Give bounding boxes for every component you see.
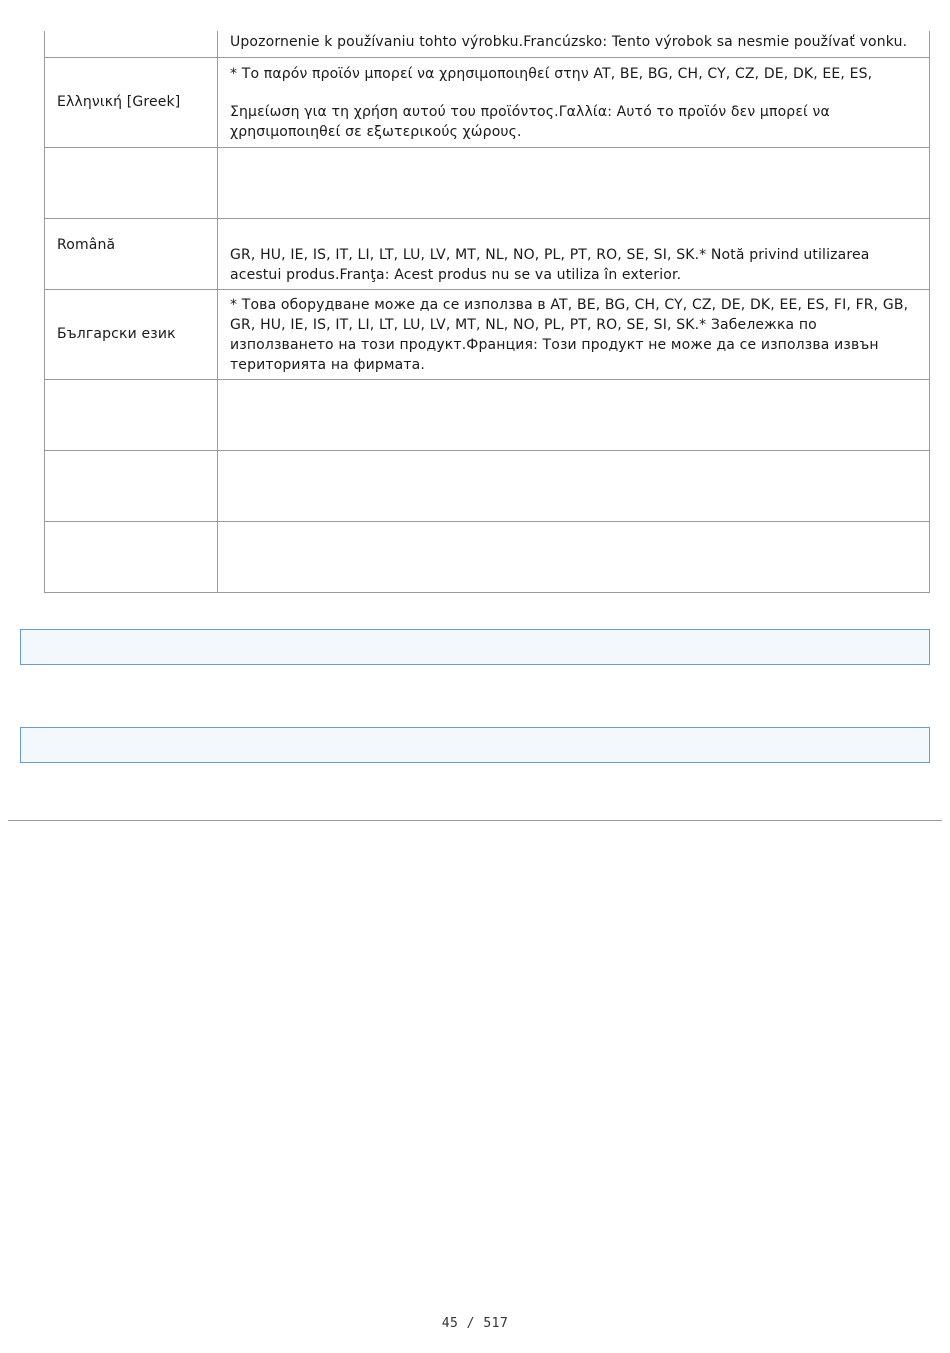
notice-cell <box>218 379 930 450</box>
table-row <box>45 450 930 521</box>
language-label: Български език <box>57 326 176 342</box>
notice-cell <box>218 218 930 289</box>
language-cell <box>45 521 218 592</box>
notice-text: * Това оборудване може да се използва в AT, BE, BG, CH, CY, CZ, DE, DK, EE, ES, FI, FR, GB, GR, HU, IE, IS, IT, LI, LT, LU, LV, MT, NL, NO, PL, PT, RO, SE, SI, SK.* Забележка по използването на този продукт.Франция: Този продукт не може да се използва извън територията на фирмата. <box>230 296 909 373</box>
language-cell <box>45 57 218 147</box>
language-cell <box>45 450 218 521</box>
notice-cell <box>218 289 930 379</box>
language-label: Ελληνική [Greek] <box>57 94 181 110</box>
country-usage-table <box>44 31 930 593</box>
language-cell <box>45 147 218 218</box>
notice-cell <box>218 521 930 592</box>
notice-cell <box>218 31 930 57</box>
notice-text: GR, HU, IE, IS, IT, LI, LT, LU, LV, MT, NL, NO, PL, PT, RO, SE, SI, SK.* Notă privind utilizarea acestui produs.Franţa: Acest produs nu se va utiliza în exterior. <box>230 246 870 283</box>
info-box <box>20 727 930 763</box>
notice-cell <box>218 450 930 521</box>
info-box <box>20 629 930 665</box>
language-cell <box>45 379 218 450</box>
page-number: 45 / 517 <box>441 1316 509 1331</box>
notice-cell <box>218 147 930 218</box>
language-cell <box>45 31 218 57</box>
notice-text: * Το παρόν προϊόν μπορεί να χρησιμοποιηθεί στην AT, BE, BG, CH, CY, CZ, DE, DK, EE, ES, <box>230 65 873 82</box>
table-row <box>45 379 930 450</box>
table-row <box>45 521 930 592</box>
notice-text: Σημείωση για τη χρήση αυτού του προϊόντος.Γαλλία: Αυτό το προϊόν δεν μπορεί να χρησιμοποιηθεί σε εξωτερικούς χώρους. <box>230 103 830 140</box>
table-row <box>45 289 930 379</box>
notice-cell <box>218 57 930 147</box>
table-row <box>45 31 930 57</box>
language-cell <box>45 289 218 379</box>
table-row <box>45 57 930 147</box>
notice-text: Upozornenie k používaniu tohto výrobku.Francúzsko: Tento výrobok sa nesmie používať vonku. <box>230 34 908 50</box>
page-divider <box>8 820 942 821</box>
language-cell <box>45 218 218 289</box>
table-row <box>45 218 930 289</box>
language-label: Română <box>57 236 116 253</box>
table-row <box>45 147 930 218</box>
